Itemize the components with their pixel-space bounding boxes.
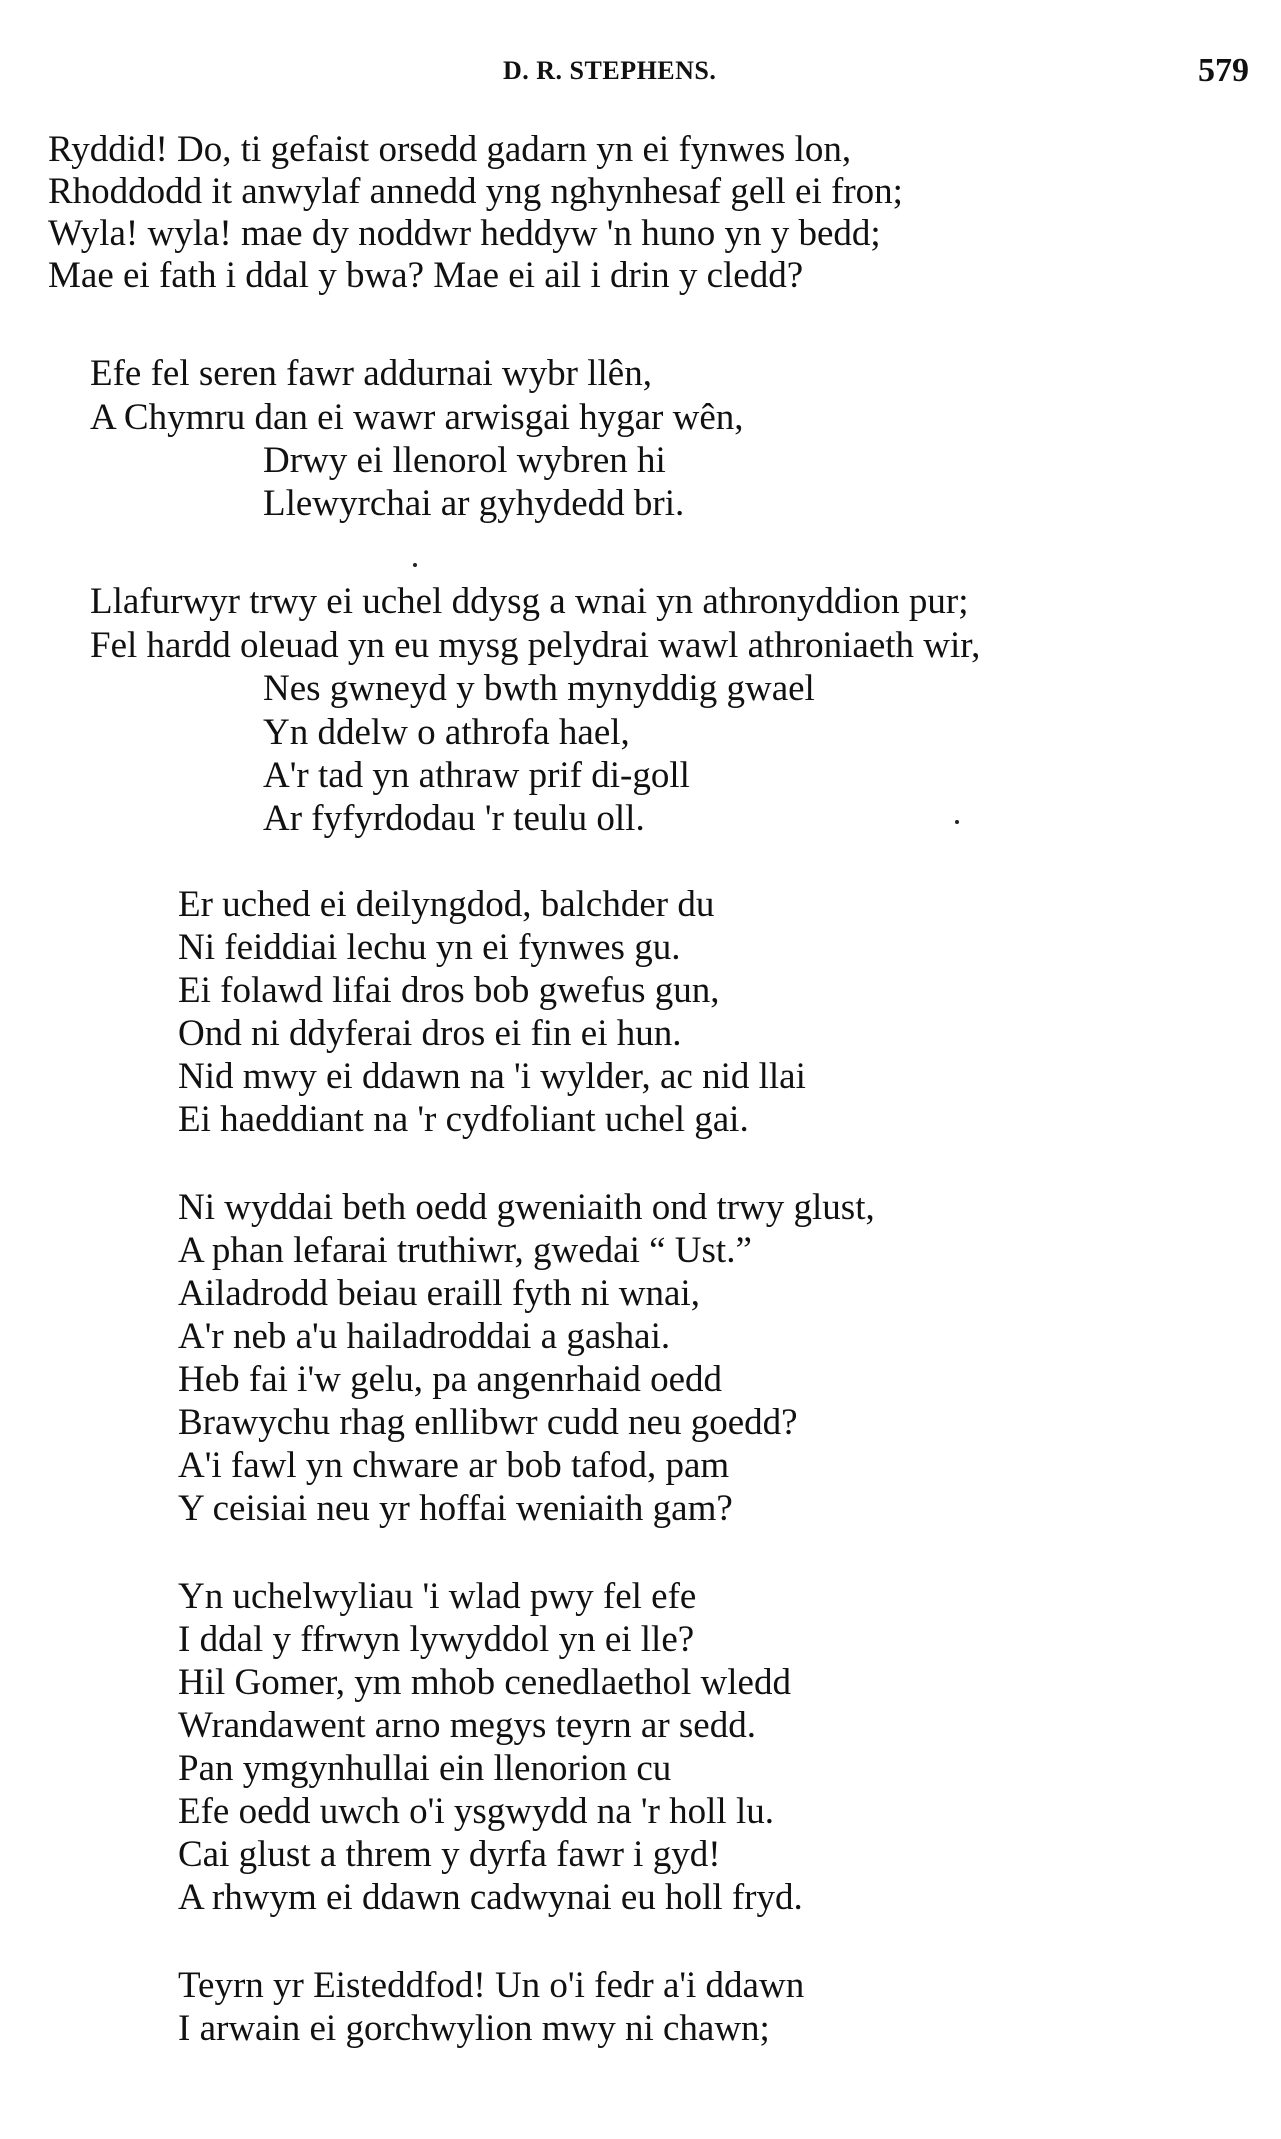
poem-line: Llafurwyr trwy ei uchel ddysg a wnai yn athronyddion pur; [90,581,969,622]
poem-line: Pan ymgynhullai ein llenorion cu [178,1748,672,1789]
poem-line: Y ceisiai neu yr hoffai weniaith gam? [178,1488,733,1529]
poem-line: A Chymru dan ei wawr arwisgai hygar wên, [90,397,744,438]
running-head [0,52,1281,92]
page-number: 579 [1198,52,1249,89]
poem-line: Yn ddelw o athrofa hael, [263,712,630,753]
poem-line: Fel hardd oleuad yn eu mysg pelydrai wawl athroniaeth wir, [90,625,981,666]
poem-line: Nid mwy ei ddawn na 'i wylder, ac nid llai [178,1056,806,1097]
poem-line: Drwy ei llenorol wybren hi [263,440,666,481]
poem-line: Llewyrchai ar gyhydedd bri. [263,483,685,524]
poem-line: Teyrn yr Eisteddfod! Un o'i fedr a'i ddawn [178,1965,805,2006]
poem-line: Nes gwneyd y bwth mynyddig gwael [263,668,815,709]
poem-line: Cai glust a threm y dyrfa fawr i gyd! [178,1834,721,1875]
poem-line: Efe fel seren fawr addurnai wybr llên, [90,353,652,394]
poem-line: Ar fyfyrdodau 'r teulu oll. [263,798,645,839]
poem-line: I arwain ei gorchwylion mwy ni chawn; [178,2008,770,2049]
poem-line: A'i fawl yn chware ar bob tafod, pam [178,1445,730,1486]
poem-line: Yn uchelwyliau 'i wlad pwy fel efe [178,1576,697,1617]
poem-line: Ni wyddai beth oedd gweniaith ond trwy glust, [178,1187,875,1228]
poem-line: Mae ei fath i ddal y bwa? Mae ei ail i drin y cledd? [48,255,804,296]
poem-line: A rhwym ei ddawn cadwynai eu holl fryd. [178,1877,803,1918]
poem-line: Heb fai i'w gelu, pa angenrhaid oedd [178,1359,722,1400]
poem-line: Brawychu rhag enllibwr cudd neu goedd? [178,1402,798,1443]
running-title: D. R. STEPHENS. [503,56,717,85]
print-speck [413,563,417,567]
poem-line: A'r tad yn athraw prif di-goll [263,755,690,796]
poem-line: Ei folawd lifai dros bob gwefus gun, [178,970,720,1011]
poem-line: Wyla! wyla! mae dy noddwr heddyw 'n huno yn y bedd; [48,213,881,254]
poem-line: Efe oedd uwch o'i ysgwydd na 'r holl lu. [178,1791,774,1832]
poem-line: Er uched ei deilyngdod, balchder du [178,884,715,925]
poem-line: Ni feiddiai lechu yn ei fynwes gu. [178,927,681,968]
print-speck [955,820,959,824]
poem-line: Ei haeddiant na 'r cydfoliant uchel gai. [178,1099,749,1140]
poem-line: Ond ni ddyferai dros ei fin ei hun. [178,1013,682,1054]
poem-line: Hil Gomer, ym mhob cenedlaethol wledd [178,1662,791,1703]
poem-line: Ryddid! Do, ti gefaist orsedd gadarn yn ei fynwes lon, [48,129,852,170]
poem-line: Rhoddodd it anwylaf annedd yng nghynhesaf gell ei fron; [48,171,903,212]
poem-line: Wrandawent arno megys teyrn ar sedd. [178,1705,756,1746]
poem-line: A'r neb a'u hailadroddai a gashai. [178,1316,671,1357]
poem-line: Ailadrodd beiau eraill fyth ni wnai, [178,1273,700,1314]
poem-line: A phan lefarai truthiwr, gwedai “ Ust.” [178,1230,752,1271]
poem-line: I ddal y ffrwyn lywyddol yn ei lle? [178,1619,695,1660]
